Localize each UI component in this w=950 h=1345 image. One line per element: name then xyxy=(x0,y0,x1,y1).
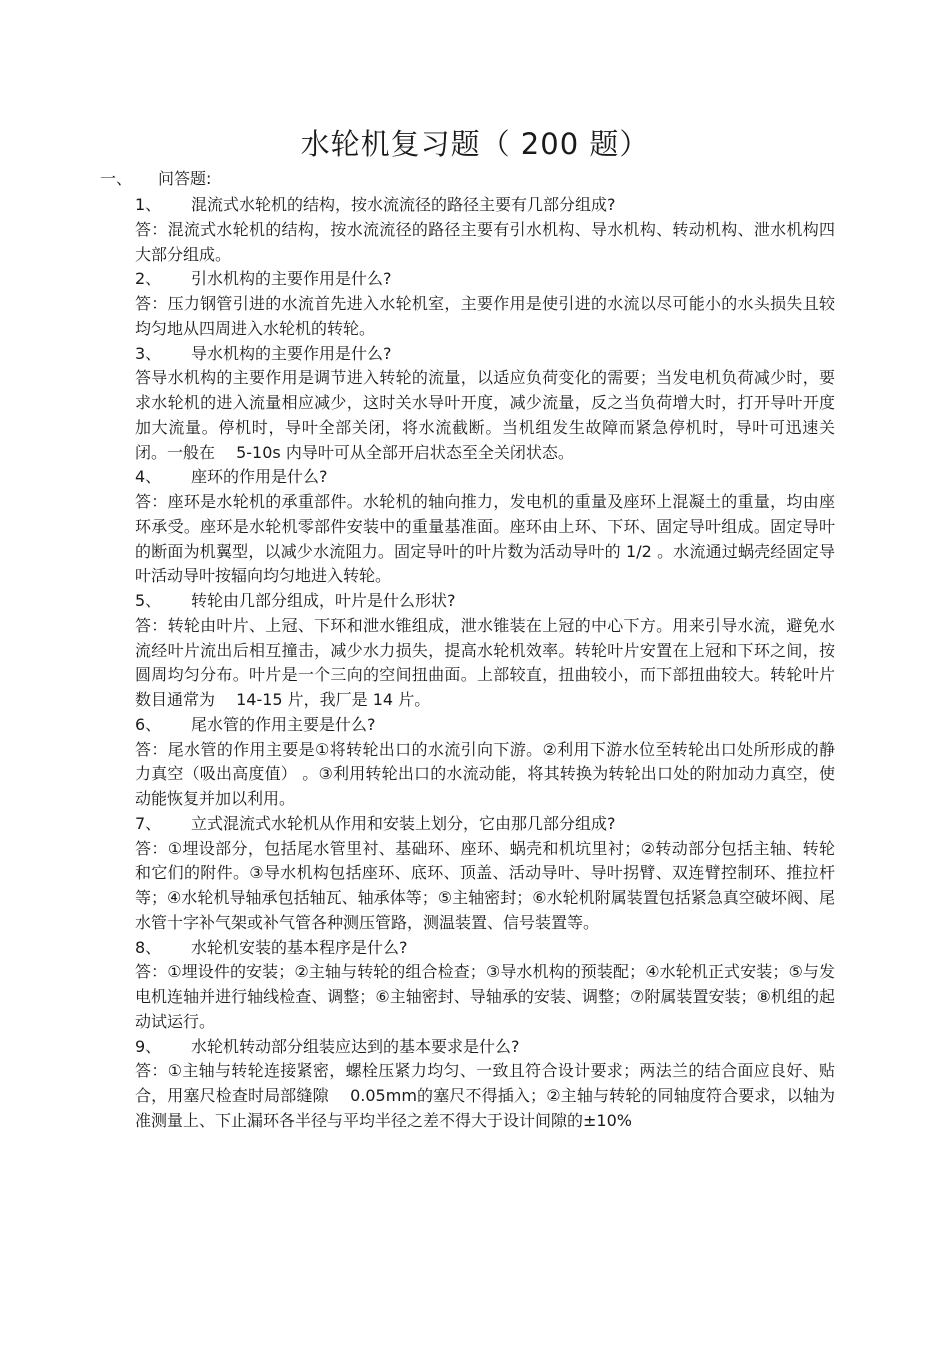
question-text: 立式混流式水轮机从作用和安装上划分，它由那几部分组成? xyxy=(191,813,616,833)
question-number: 5、 xyxy=(135,591,162,610)
qa-list xyxy=(135,193,835,1134)
question xyxy=(135,465,835,490)
question-text: 水轮机安装的基本程序是什么? xyxy=(191,937,408,957)
question-number: 1、 xyxy=(135,195,162,214)
question xyxy=(135,936,835,961)
question-text: 座环的作用是什么? xyxy=(191,467,328,487)
question xyxy=(135,589,835,614)
section-label: 问答题: xyxy=(158,169,212,188)
qa-item xyxy=(135,465,835,589)
answer: 答：尾水管的作用主要是①将转轮出口的水流引向下游。②利用下游水位至转轮出口处所形成的静力真空（吸出高度值） 。③利用转轮出口的水流动能，将其转换为转轮出口处的附加动力真空，使动能恢复并加以利用。 xyxy=(135,739,835,808)
question xyxy=(135,1035,835,1060)
question-number: 2、 xyxy=(135,269,162,289)
answer: 答：转轮由叶片、上冠、下环和泄水锥组成，泄水锥装在上冠的中心下方。用来引导水流，避免水流经叶片流出后相互撞击，减少水力损失，提高水轮机效率。转轮叶片安置在上冠和下环之间，按圆周均匀分布。叶片是一个三向的空间扭曲面。上部较直，扭曲较小，而下部扭曲较大。转轮叶片数目通常为 14-15 片，我厂是 14 片。 xyxy=(135,615,835,709)
question xyxy=(135,267,835,292)
question-number: 7、 xyxy=(135,813,162,833)
question-text: 尾水管的作用主要是什么? xyxy=(191,714,376,734)
question-text: 引水机构的主要作用是什么? xyxy=(191,269,392,289)
section-number: 一、 xyxy=(100,169,133,188)
answer: 答：压力钢管引进的水流首先进入水轮机室，主要作用是使引进的水流以尽可能小的水头损失且较均匀地从四周进入水轮机的转轮。 xyxy=(135,294,835,338)
question-text: 转轮由几部分组成，叶片是什么形状? xyxy=(191,591,456,610)
question-text: 混流式水轮机的结构，按水流流径的路径主要有几部分组成? xyxy=(191,195,616,214)
answer: 答导水机构的主要作用是调节进入转轮的流量，以适应负荷变化的需要；当发电机负荷减少时，要求水轮机的进入流量相应减少，这时关水导叶开度，减少流量，反之当负荷增大时，打开导叶开度加大流量。停机时，导叶全部关闭，将水流截断。当机组发生故障而紧急停机时，导叶可迅速关闭。一般在 5-10s 内导叶可从全部开启状态至全关闭状态。 xyxy=(135,368,835,462)
document-title: 水轮机复习题（ 200 题） xyxy=(300,127,650,161)
qa-item xyxy=(135,812,835,936)
qa-item xyxy=(135,193,835,267)
answer: 答：①主轴与转轮连接紧密，螺栓压紧力均匀、一致且符合设计要求；两法兰的结合面应良好、贴合，用塞尺检查时局部缝隙 0.05mm的塞尺不得插入；②主轴与转轮的同轴度符合要求，以轴为准测量上、下止漏环各半径与平均半径之差不得大于设计间隙的±10% xyxy=(135,1061,835,1130)
qa-item xyxy=(135,936,835,1035)
answer: 答：①埋设件的安装；②主轴与转轮的组合检查；③导水机构的预装配；④水轮机正式安装；⑤与发电机连轴并进行轴线检查、调整；⑥主轴密封、导轴承的安装、调整；⑦附属装置安装；⑧机组的起动试运行。 xyxy=(135,962,835,1031)
question-number: 3、 xyxy=(135,343,162,363)
qa-item xyxy=(135,342,835,466)
question xyxy=(135,812,835,837)
question-text: 导水机构的主要作用是什么? xyxy=(191,343,392,363)
question xyxy=(135,193,835,218)
answer: 答：混流式水轮机的结构，按水流流径的路径主要有引水机构、导水机构、转动机构、泄水机构四大部分组成。 xyxy=(135,219,835,264)
question-number: 4、 xyxy=(135,467,162,487)
question-number: 9、 xyxy=(135,1036,162,1056)
question xyxy=(135,342,835,367)
question-number: 8、 xyxy=(135,937,162,957)
qa-item xyxy=(135,1035,835,1134)
qa-item xyxy=(135,267,835,341)
question-text: 水轮机转动部分组装应达到的基本要求是什么? xyxy=(191,1036,520,1056)
answer: 答：座环是水轮机的承重部件。水轮机的轴向推力，发电机的重量及座环上混凝土的重量，均由座环承受。座环是水轮机零部件安装中的重量基准面。座环由上环、下环、固定导叶组成。固定导叶的断面为机翼型，以减少水流阻力。固定导叶的叶片数为活动导叶的 1/2 。水流通过蜗壳经固定导叶活动导叶按辐向均匀地进入转轮。 xyxy=(135,492,835,586)
question xyxy=(135,713,835,738)
qa-item xyxy=(135,589,835,713)
question-number: 6、 xyxy=(135,714,162,734)
answer: 答：①埋设部分，包括尾水管里衬、基础环、座环、蜗壳和机坑里衬；②转动部分包括主轴、转轮和它们的附件。③导水机构包括座环、底环、顶盖、活动导叶、导叶拐臂、双连臂控制环、推拉杆等；④水轮机导轴承包括轴瓦、轴承体等；⑤主轴密封；⑥水轮机附属装置包括紧急真空破坏阀、尾水管十字补气架或补气管各种测压管路，测温装置、信号装置等。 xyxy=(135,838,835,932)
qa-item xyxy=(135,713,835,812)
section-heading xyxy=(100,168,211,190)
